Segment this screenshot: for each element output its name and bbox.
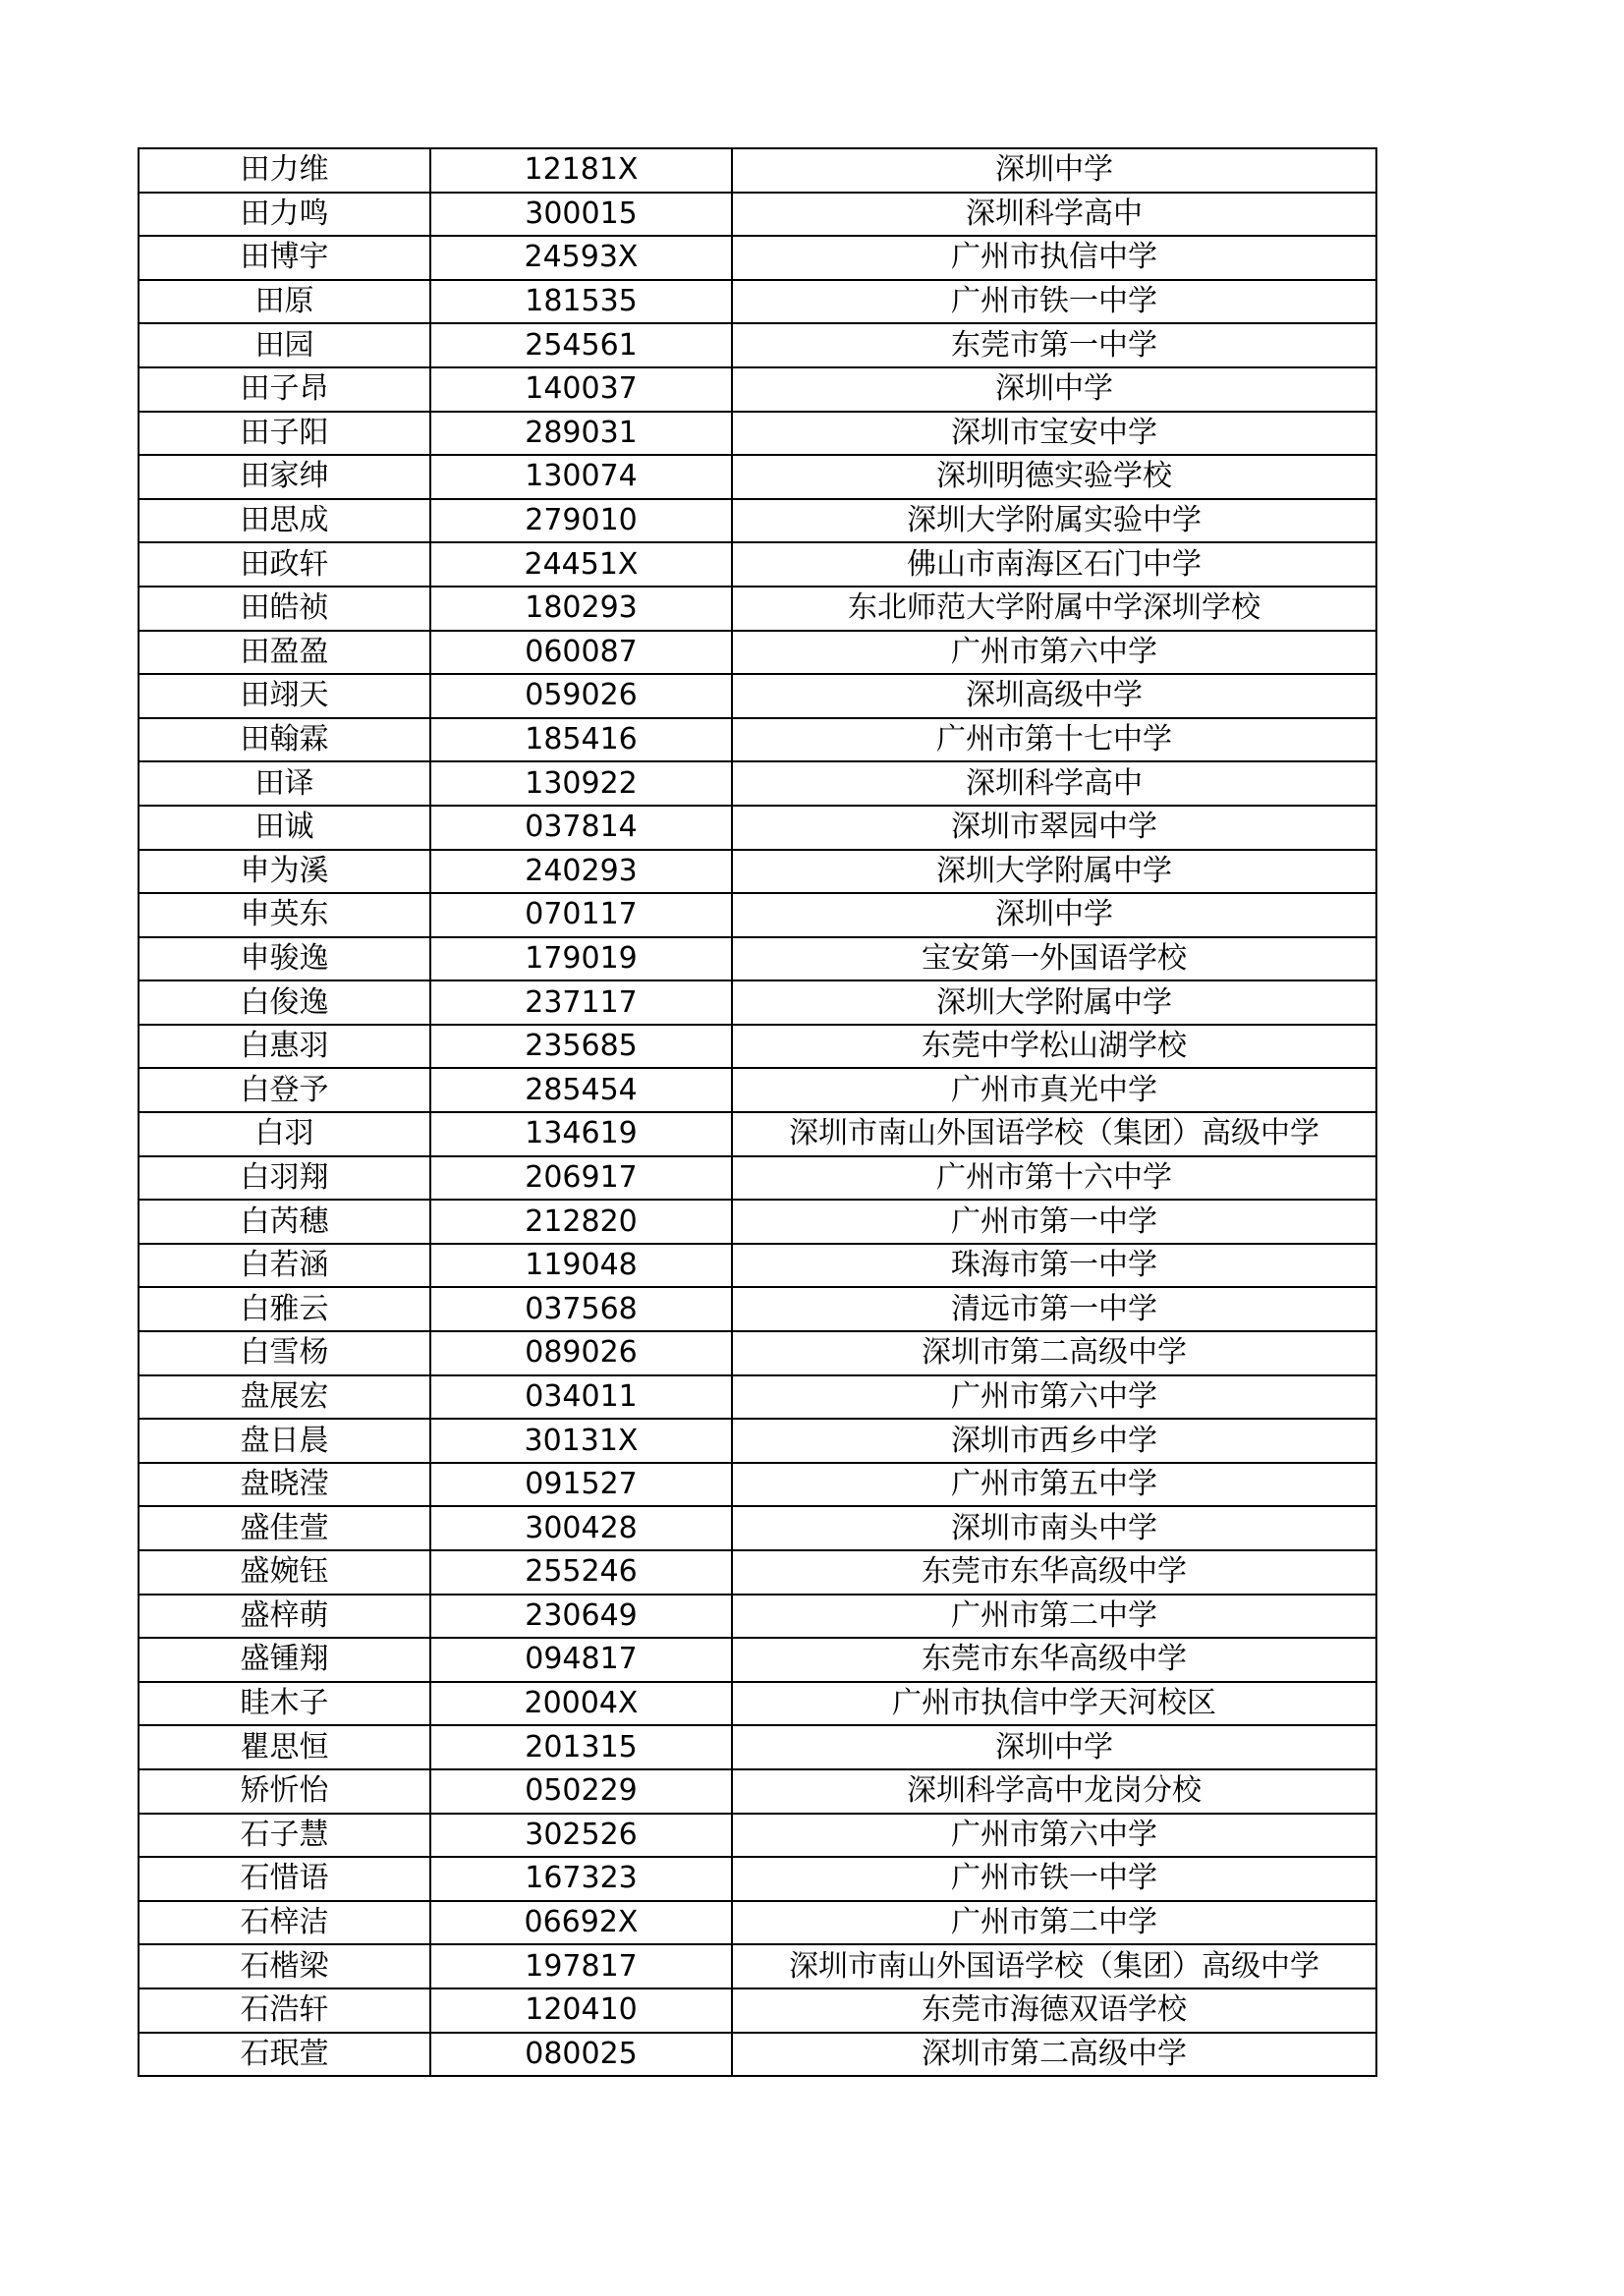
student-id-cell: 060087 [430,631,732,675]
student-id-cell: 300428 [430,1506,732,1550]
student-id-cell: 230649 [430,1595,732,1639]
school-name-cell: 深圳大学附属中学 [732,850,1376,894]
table-row [139,1419,1376,1463]
student-id-cell: 185416 [430,718,732,762]
school-name-cell: 珠海市第一中学 [732,1244,1376,1288]
student-name-cell: 石浩轩 [139,1988,430,2033]
table-row [139,980,1376,1025]
school-name-cell: 深圳市第二高级中学 [732,1331,1376,1375]
student-id-cell: 050229 [430,1769,732,1814]
school-name-cell: 深圳高级中学 [732,674,1376,718]
table-row [139,1638,1376,1682]
student-name-cell: 田力鸣 [139,193,430,237]
student-id-cell: 179019 [430,937,732,981]
school-name-cell: 佛山市南海区石门中学 [732,542,1376,587]
school-name-cell: 深圳中学 [732,367,1376,412]
school-name-cell: 深圳市第二高级中学 [732,2033,1376,2077]
student-id-cell: 254561 [430,323,732,367]
student-name-cell: 田原 [139,280,430,324]
table-row [139,193,1376,237]
school-name-cell: 深圳市宝安中学 [732,412,1376,456]
table-row [139,850,1376,894]
table-row [139,499,1376,543]
student-name-cell: 田家绅 [139,455,430,499]
school-name-cell: 广州市铁一中学 [732,280,1376,324]
table-row [139,1244,1376,1288]
student-name-cell: 瞿思恒 [139,1725,430,1769]
student-id-cell: 130074 [430,455,732,499]
student-id-cell: 094817 [430,1638,732,1682]
school-name-cell: 深圳市西乡中学 [732,1419,1376,1463]
school-name-cell: 深圳科学高中 [732,193,1376,237]
student-id-cell: 06692X [430,1901,732,1945]
student-id-cell: 20004X [430,1682,732,1726]
school-name-cell: 东莞市东华高级中学 [732,1638,1376,1682]
student-name-cell: 白俊逸 [139,980,430,1025]
table-row [139,1068,1376,1112]
school-name-cell: 清远市第一中学 [732,1287,1376,1331]
student-name-cell: 石楷梁 [139,1944,430,1988]
table-row [139,1901,1376,1945]
student-id-cell: 24593X [430,236,732,280]
student-id-cell: 285454 [430,1068,732,1112]
student-name-cell: 田子阳 [139,412,430,456]
student-id-cell: 289031 [430,412,732,456]
school-name-cell: 广州市第十七中学 [732,718,1376,762]
school-name-cell: 深圳大学附属实验中学 [732,499,1376,543]
table-row [139,893,1376,937]
student-name-cell: 白若涵 [139,1244,430,1288]
table-row [139,455,1376,499]
school-name-cell: 深圳科学高中 [732,761,1376,806]
school-name-cell: 广州市第十六中学 [732,1156,1376,1201]
school-name-cell: 深圳中学 [732,893,1376,937]
student-name-cell: 白羽翔 [139,1156,430,1201]
school-name-cell: 东莞中学松山湖学校 [732,1025,1376,1069]
student-name-cell: 盛锺翔 [139,1638,430,1682]
table-row [139,280,1376,324]
table-row [139,718,1376,762]
student-id-cell: 091527 [430,1463,732,1507]
school-name-cell: 广州市执信中学天河校区 [732,1682,1376,1726]
school-name-cell: 宝安第一外国语学校 [732,937,1376,981]
school-name-cell: 深圳科学高中龙岗分校 [732,1769,1376,1814]
student-name-cell: 田子昂 [139,367,430,412]
school-name-cell: 广州市铁一中学 [732,1857,1376,1901]
student-name-cell: 白登予 [139,1068,430,1112]
student-id-cell: 167323 [430,1857,732,1901]
student-id-cell: 197817 [430,1944,732,1988]
student-name-cell: 田盈盈 [139,631,430,675]
school-name-cell: 深圳市南头中学 [732,1506,1376,1550]
student-id-cell: 181535 [430,280,732,324]
student-id-cell: 059026 [430,674,732,718]
student-id-cell: 089026 [430,1331,732,1375]
table-row [139,587,1376,631]
school-name-cell: 东莞市第一中学 [732,323,1376,367]
school-name-cell: 广州市真光中学 [732,1068,1376,1112]
student-name-cell: 盛婉钰 [139,1550,430,1595]
table-row [139,1025,1376,1069]
student-name-cell: 白羽 [139,1112,430,1156]
student-name-cell: 石珉萱 [139,2033,430,2077]
school-name-cell: 深圳大学附属中学 [732,980,1376,1025]
school-name-cell: 深圳市翠园中学 [732,806,1376,850]
student-name-cell: 申英东 [139,893,430,937]
student-name-cell: 眭木子 [139,1682,430,1726]
school-name-cell: 广州市第五中学 [732,1463,1376,1507]
table-row [139,1725,1376,1769]
school-name-cell: 广州市第六中学 [732,1814,1376,1858]
roster-table [138,147,1377,2077]
school-name-cell: 广州市第六中学 [732,631,1376,675]
table-row [139,367,1376,412]
school-name-cell: 深圳中学 [732,148,1376,193]
table-row [139,1506,1376,1550]
student-name-cell: 田译 [139,761,430,806]
table-row [139,1331,1376,1375]
student-id-cell: 235685 [430,1025,732,1069]
table-row [139,937,1376,981]
table-row [139,674,1376,718]
student-name-cell: 申骏逸 [139,937,430,981]
school-name-cell: 东北师范大学附属中学深圳学校 [732,587,1376,631]
student-id-cell: 119048 [430,1244,732,1288]
school-name-cell: 深圳市南山外国语学校（集团）高级中学 [732,1944,1376,1988]
table-row [139,1857,1376,1901]
table-row [139,1814,1376,1858]
student-id-cell: 206917 [430,1156,732,1201]
table-row [139,1595,1376,1639]
student-id-cell: 30131X [430,1419,732,1463]
student-id-cell: 302526 [430,1814,732,1858]
table-row [139,1550,1376,1595]
school-name-cell: 深圳市南山外国语学校（集团）高级中学 [732,1112,1376,1156]
table-row [139,1463,1376,1507]
student-name-cell: 石梓洁 [139,1901,430,1945]
student-name-cell: 石惜语 [139,1857,430,1901]
student-name-cell: 白惠羽 [139,1025,430,1069]
student-id-cell: 212820 [430,1200,732,1244]
student-name-cell: 田皓祯 [139,587,430,631]
student-name-cell: 田园 [139,323,430,367]
student-id-cell: 034011 [430,1375,732,1420]
student-name-cell: 盛梓萌 [139,1595,430,1639]
student-name-cell: 盘展宏 [139,1375,430,1420]
school-name-cell: 广州市第二中学 [732,1595,1376,1639]
student-id-cell: 279010 [430,499,732,543]
student-id-cell: 237117 [430,980,732,1025]
student-name-cell: 田力维 [139,148,430,193]
table-row [139,1769,1376,1814]
school-name-cell: 深圳中学 [732,1725,1376,1769]
student-name-cell: 白雅云 [139,1287,430,1331]
student-name-cell: 田政轩 [139,542,430,587]
table-row [139,761,1376,806]
school-name-cell: 东莞市东华高级中学 [732,1550,1376,1595]
student-name-cell: 盘日晨 [139,1419,430,1463]
student-name-cell: 盛佳萱 [139,1506,430,1550]
table-row [139,1375,1376,1420]
table-row [139,1944,1376,1988]
student-name-cell: 白雪杨 [139,1331,430,1375]
student-id-cell: 070117 [430,893,732,937]
student-id-cell: 140037 [430,367,732,412]
table-row [139,1200,1376,1244]
student-name-cell: 田博宇 [139,236,430,280]
student-name-cell: 矫忻怡 [139,1769,430,1814]
student-name-cell: 田翰霖 [139,718,430,762]
school-name-cell: 深圳明德实验学校 [732,455,1376,499]
table-row [139,542,1376,587]
school-name-cell: 广州市第六中学 [732,1375,1376,1420]
table-row [139,2033,1376,2077]
school-name-cell: 广州市第二中学 [732,1901,1376,1945]
table-row [139,412,1376,456]
school-name-cell: 广州市第一中学 [732,1200,1376,1244]
student-name-cell: 田翊天 [139,674,430,718]
student-id-cell: 130922 [430,761,732,806]
table-row [139,1287,1376,1331]
student-id-cell: 300015 [430,193,732,237]
table-row [139,1682,1376,1726]
student-id-cell: 037568 [430,1287,732,1331]
table-row [139,1988,1376,2033]
table-row [139,148,1376,193]
student-name-cell: 白芮穗 [139,1200,430,1244]
student-name-cell: 田思成 [139,499,430,543]
student-id-cell: 240293 [430,850,732,894]
student-id-cell: 134619 [430,1112,732,1156]
student-name-cell: 田诚 [139,806,430,850]
student-id-cell: 120410 [430,1988,732,2033]
student-id-cell: 255246 [430,1550,732,1595]
school-name-cell: 东莞市海德双语学校 [732,1988,1376,2033]
table-row [139,631,1376,675]
student-id-cell: 037814 [430,806,732,850]
student-name-cell: 盘晓滢 [139,1463,430,1507]
student-name-cell: 石子慧 [139,1814,430,1858]
table-row [139,236,1376,280]
school-name-cell: 广州市执信中学 [732,236,1376,280]
student-id-cell: 080025 [430,2033,732,2077]
table-row [139,806,1376,850]
table-row [139,323,1376,367]
student-name-cell: 申为溪 [139,850,430,894]
roster-body [139,148,1376,2076]
table-row [139,1156,1376,1201]
student-id-cell: 180293 [430,587,732,631]
student-id-cell: 12181X [430,148,732,193]
table-row [139,1112,1376,1156]
student-id-cell: 201315 [430,1725,732,1769]
student-id-cell: 24451X [430,542,732,587]
